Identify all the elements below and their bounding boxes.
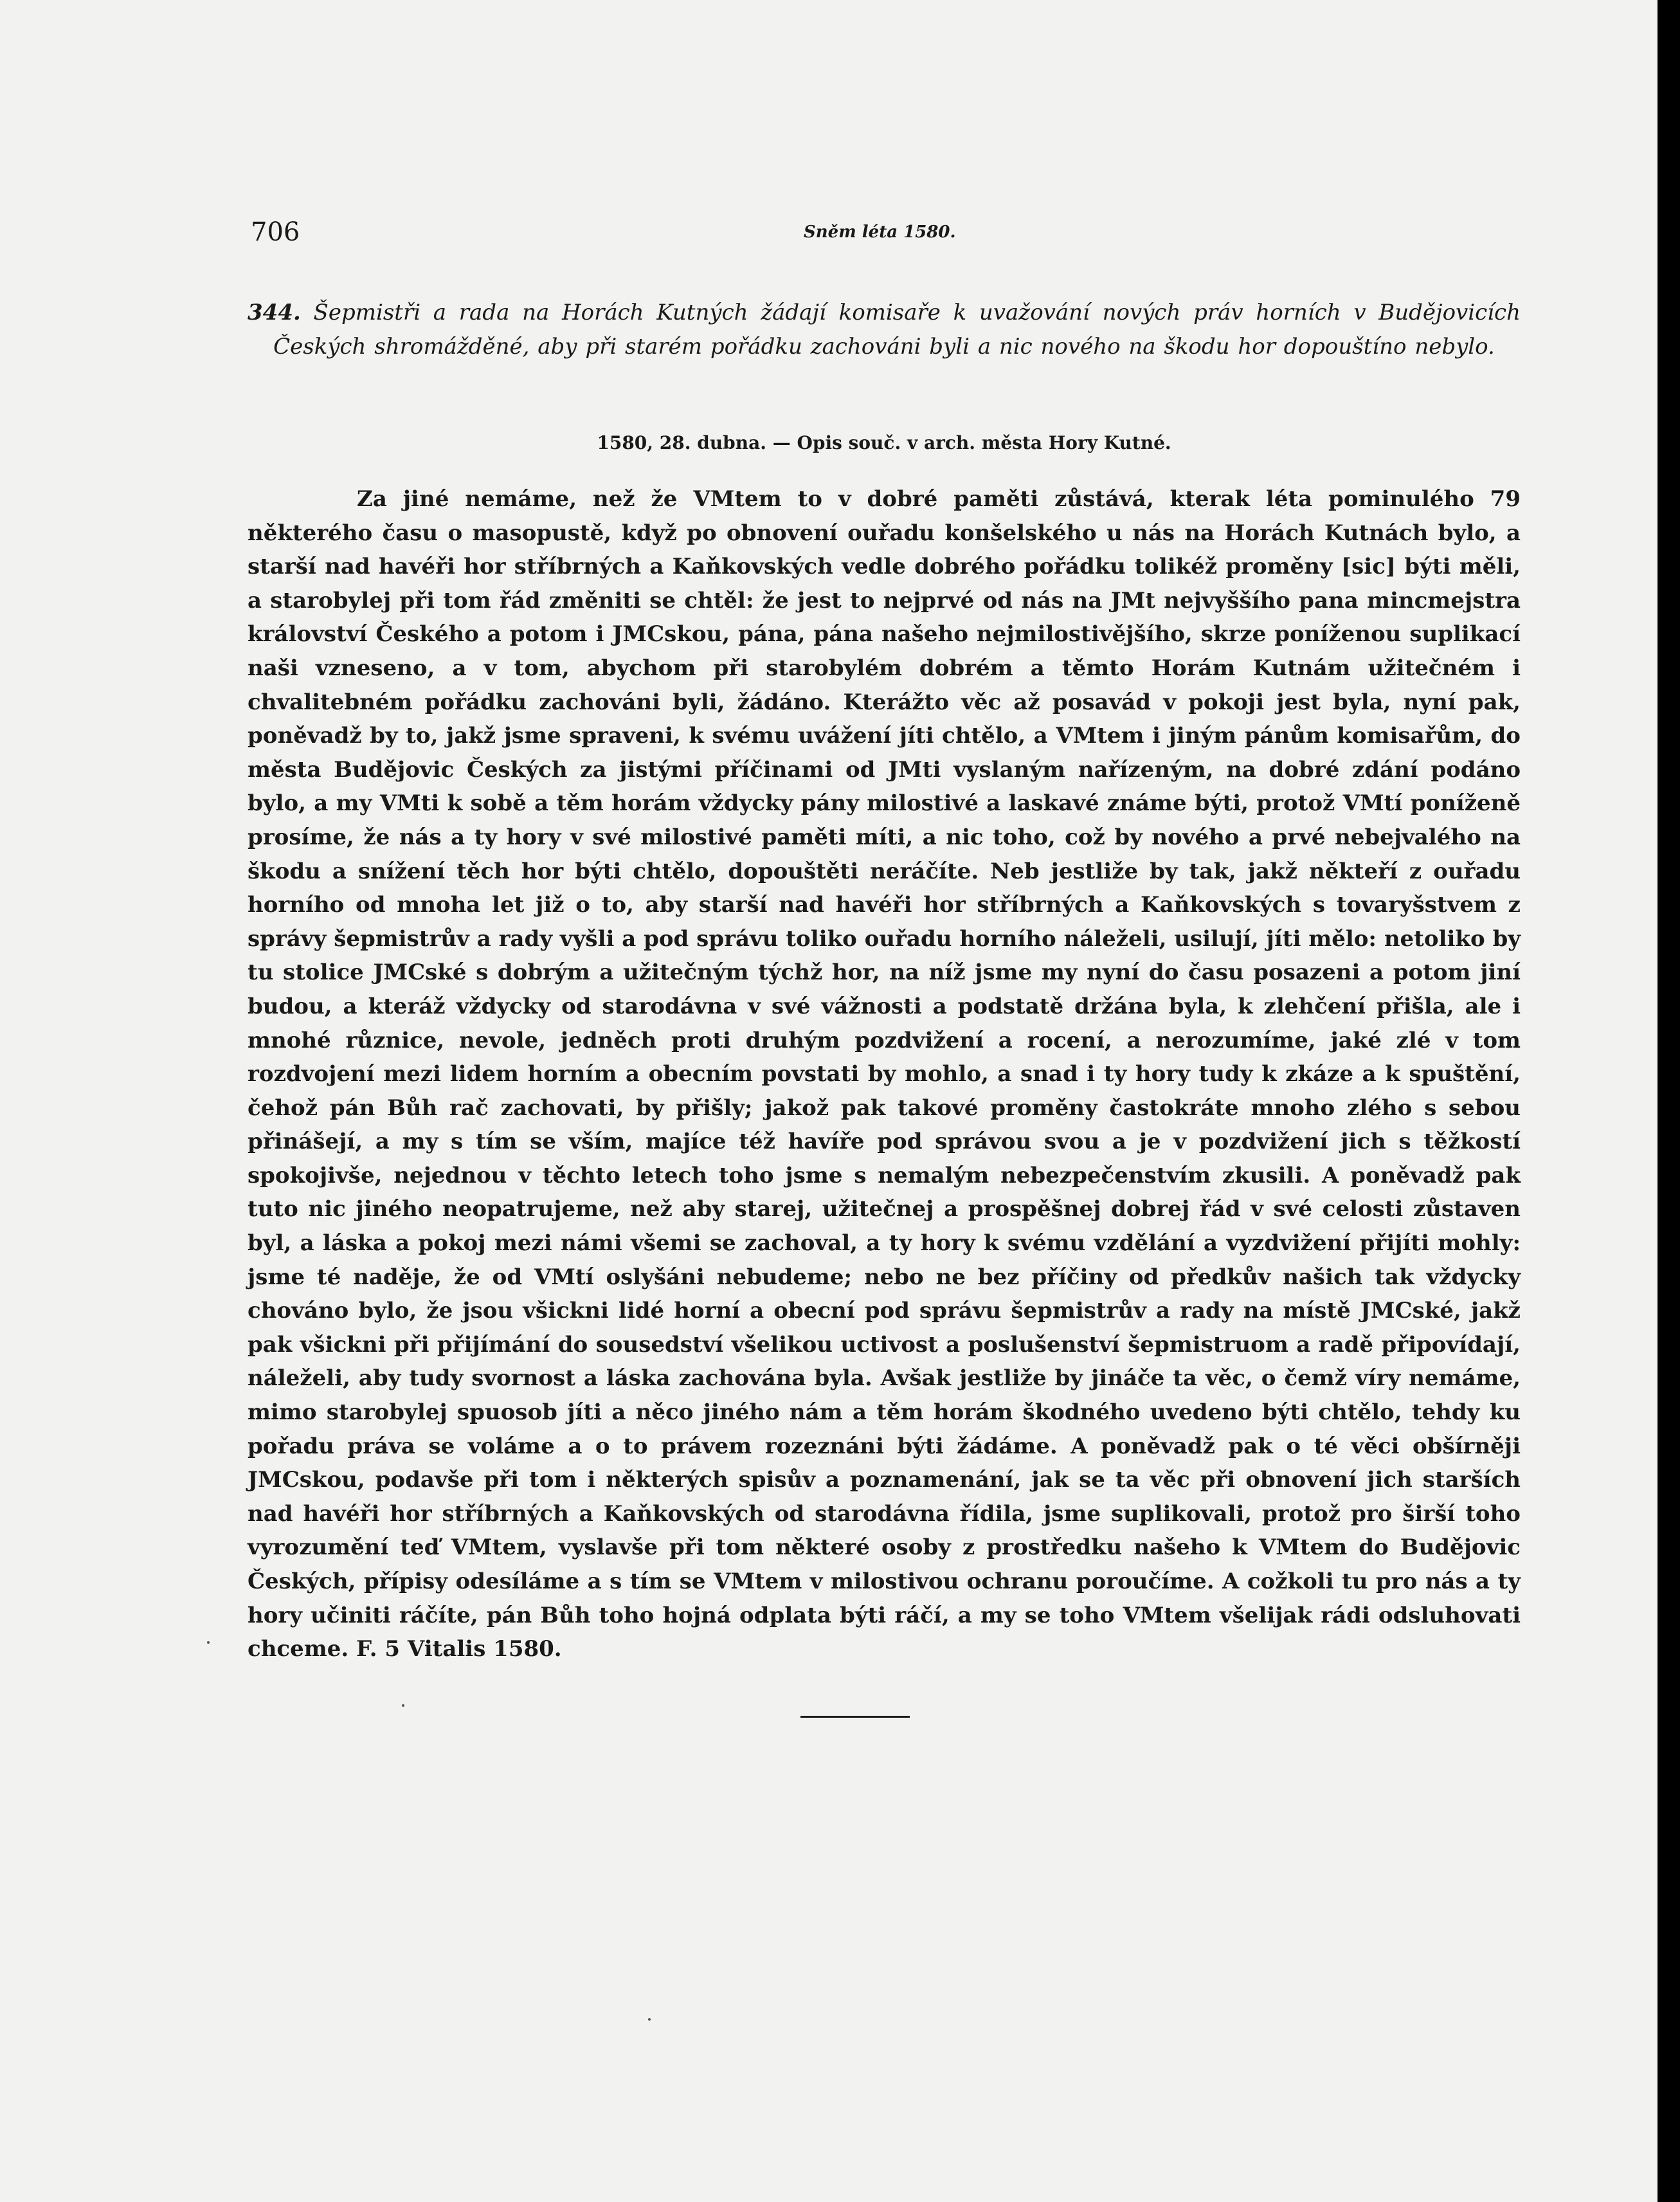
heading-number: 344.	[248, 300, 301, 325]
heading-text: Šepmistři a rada na Horách Kutných žádají komisaře k uvažování nových práv horních v Budějovicích Českých shromážděné, aby při starém pořádku zachováni byli a nic nového na škodu hor dopouštíno nebylo.	[273, 300, 1521, 359]
closing-rule	[800, 1716, 910, 1718]
source-line: 1580, 28. dubna. — Opis souč. v arch. města Hory Kutné.	[597, 432, 1171, 453]
print-speck	[207, 1641, 210, 1644]
print-speck	[648, 2018, 651, 2021]
page-number: 706	[251, 217, 300, 247]
print-speck	[402, 1704, 404, 1707]
document-heading	[248, 296, 1521, 364]
running-head: Sněm léta 1580.	[804, 223, 956, 242]
body-paragraph: Za jiné nemáme, než že VMtem to v dobré paměti zůstává, kterak léta pominulého 79 některého času o masopustě, když po obnovení ouřadu konšelského u nás na Horách Kutnách bylo, a starší nad havéři hor stříbrných a Kaňkovských vedle dobrého pořádku tolikéž proměny [sic] býti měli, a starobylej při tom řád změniti se chtěl: že jest to nejprvé od nás na JMt nejvyššího pana mincmejstra království Českého a potom i JMCskou, pána, pána našeho nejmilostivějšího, skrze poníženou suplikací naši vzneseno, a v tom, abychom při starobylém dobrém a těmto Horám Kutnám užitečném i chvalitebném pořádku zachováni byli, žádáno. Kterážto věc až posavád v pokoji jest byla, nyní pak, poněvadž by to, jakž jsme spraveni, k svému uvážení jíti chtělo, a VMtem i jiným pánům komisařům, do města Budějovic Českých za jistými příčinami od JMti vyslaným nařízeným, na dobré zdání podáno bylo, a my VMti k sobě a těm horám vždycky pány milostivé a laskavé známe býti, protož VMtí poníženě prosíme, že nás a ty hory v své milostivé paměti míti, a nic toho, což by nového a prvé nebejvalého na škodu a snížení těch hor býti chtělo, dopouštěti neráčíte. Neb jestliže by tak, jakž někteří z ouřadu horního od mnoha let již o to, aby starší nad havéři hor stříbrných a Kaňkovských s tovaryšstvem z správy šepmistrův a rady vyšli a pod správu toliko ouřadu horního náleželi, usilují, jíti mělo: netoliko by tu stolice JMCské s dobrým a užitečným týchž hor, na níž jsme my nyní do času posazeni a potom jiní budou, a kteráž vždycky od starodávna v své vážnosti a podstatě držána byla, k zlehčení přišla, ale i mnohé různice, nevole, jedněch proti druhým pozdvižení a rocení, a nerozumíme, jaké zlé v tom rozdvojení mezi lidem horním a obecním povstati by mohlo, a snad i ty hory tudy k zkáze a k spuštění, čehož pán Bůh rač zachovati, by přišly; jakož pak takové proměny častokráte mnoho zlého s sebou přinášejí, a my s tím se vším, majíce též havíře pod správou svou a je v pozdvižení jich s těžkostí spokojivše, nejednou v těchto letech toho jsme s nemalým nebezpečenstvím zkusili. A poněvadž pak tuto nic jiného neopatrujeme, než aby starej, užitečnej a prospěšnej dobrej řád v své celosti zůstaven byl, a láska a pokoj mezi námi všemi se zachoval, a ty hory k svému vzdělání a vyzdvižení přijíti mohly: jsme té naděje, že od VMtí oslyšáni nebudeme; nebo ne bez příčiny od předkův našich tak vždycky chováno bylo, že jsou všickni lidé horní a obecní pod správu šepmistrův a rady na místě JMCské, jakž pak všickni při přijímání do sousedství všelikou uctivost a poslušenství šepmistruom a radě připovídají, náleželi, aby tudy svornost a láska zachována byla. Avšak jestliže by jináče ta věc, o čemž víry nemáme, mimo starobylej spuosob jíti a něco jiného nám a těm horám škodného uvedeno býti chtělo, tehdy ku pořadu práva se voláme a o to právem rozeznáni býti žádáme. A poněvadž pak o té věci obšírněji JMCskou, podavše při tom i některých spisův a poznamenání, jak se ta věc při obnovení jich starších nad havéři hor stříbrných a Kaňkovských od starodávna řídila, jsme suplikovali, protož pro širší toho vyrozumění teď VMtem, vyslavše při tom některé osoby z prostředku našeho k VMtem do Budějovic Českých, přípisy odesíláme a s tím se VMtem v milostivou ochranu poroučíme. A cožkoli tu pro nás a ty hory učiniti ráčíte, pán Bůh toho hojná odplata býti ráčí, a my se toho VMtem všelijak rádi odsluhovati chceme. F. 5 Vitalis 1580.	[248, 486, 1521, 1662]
